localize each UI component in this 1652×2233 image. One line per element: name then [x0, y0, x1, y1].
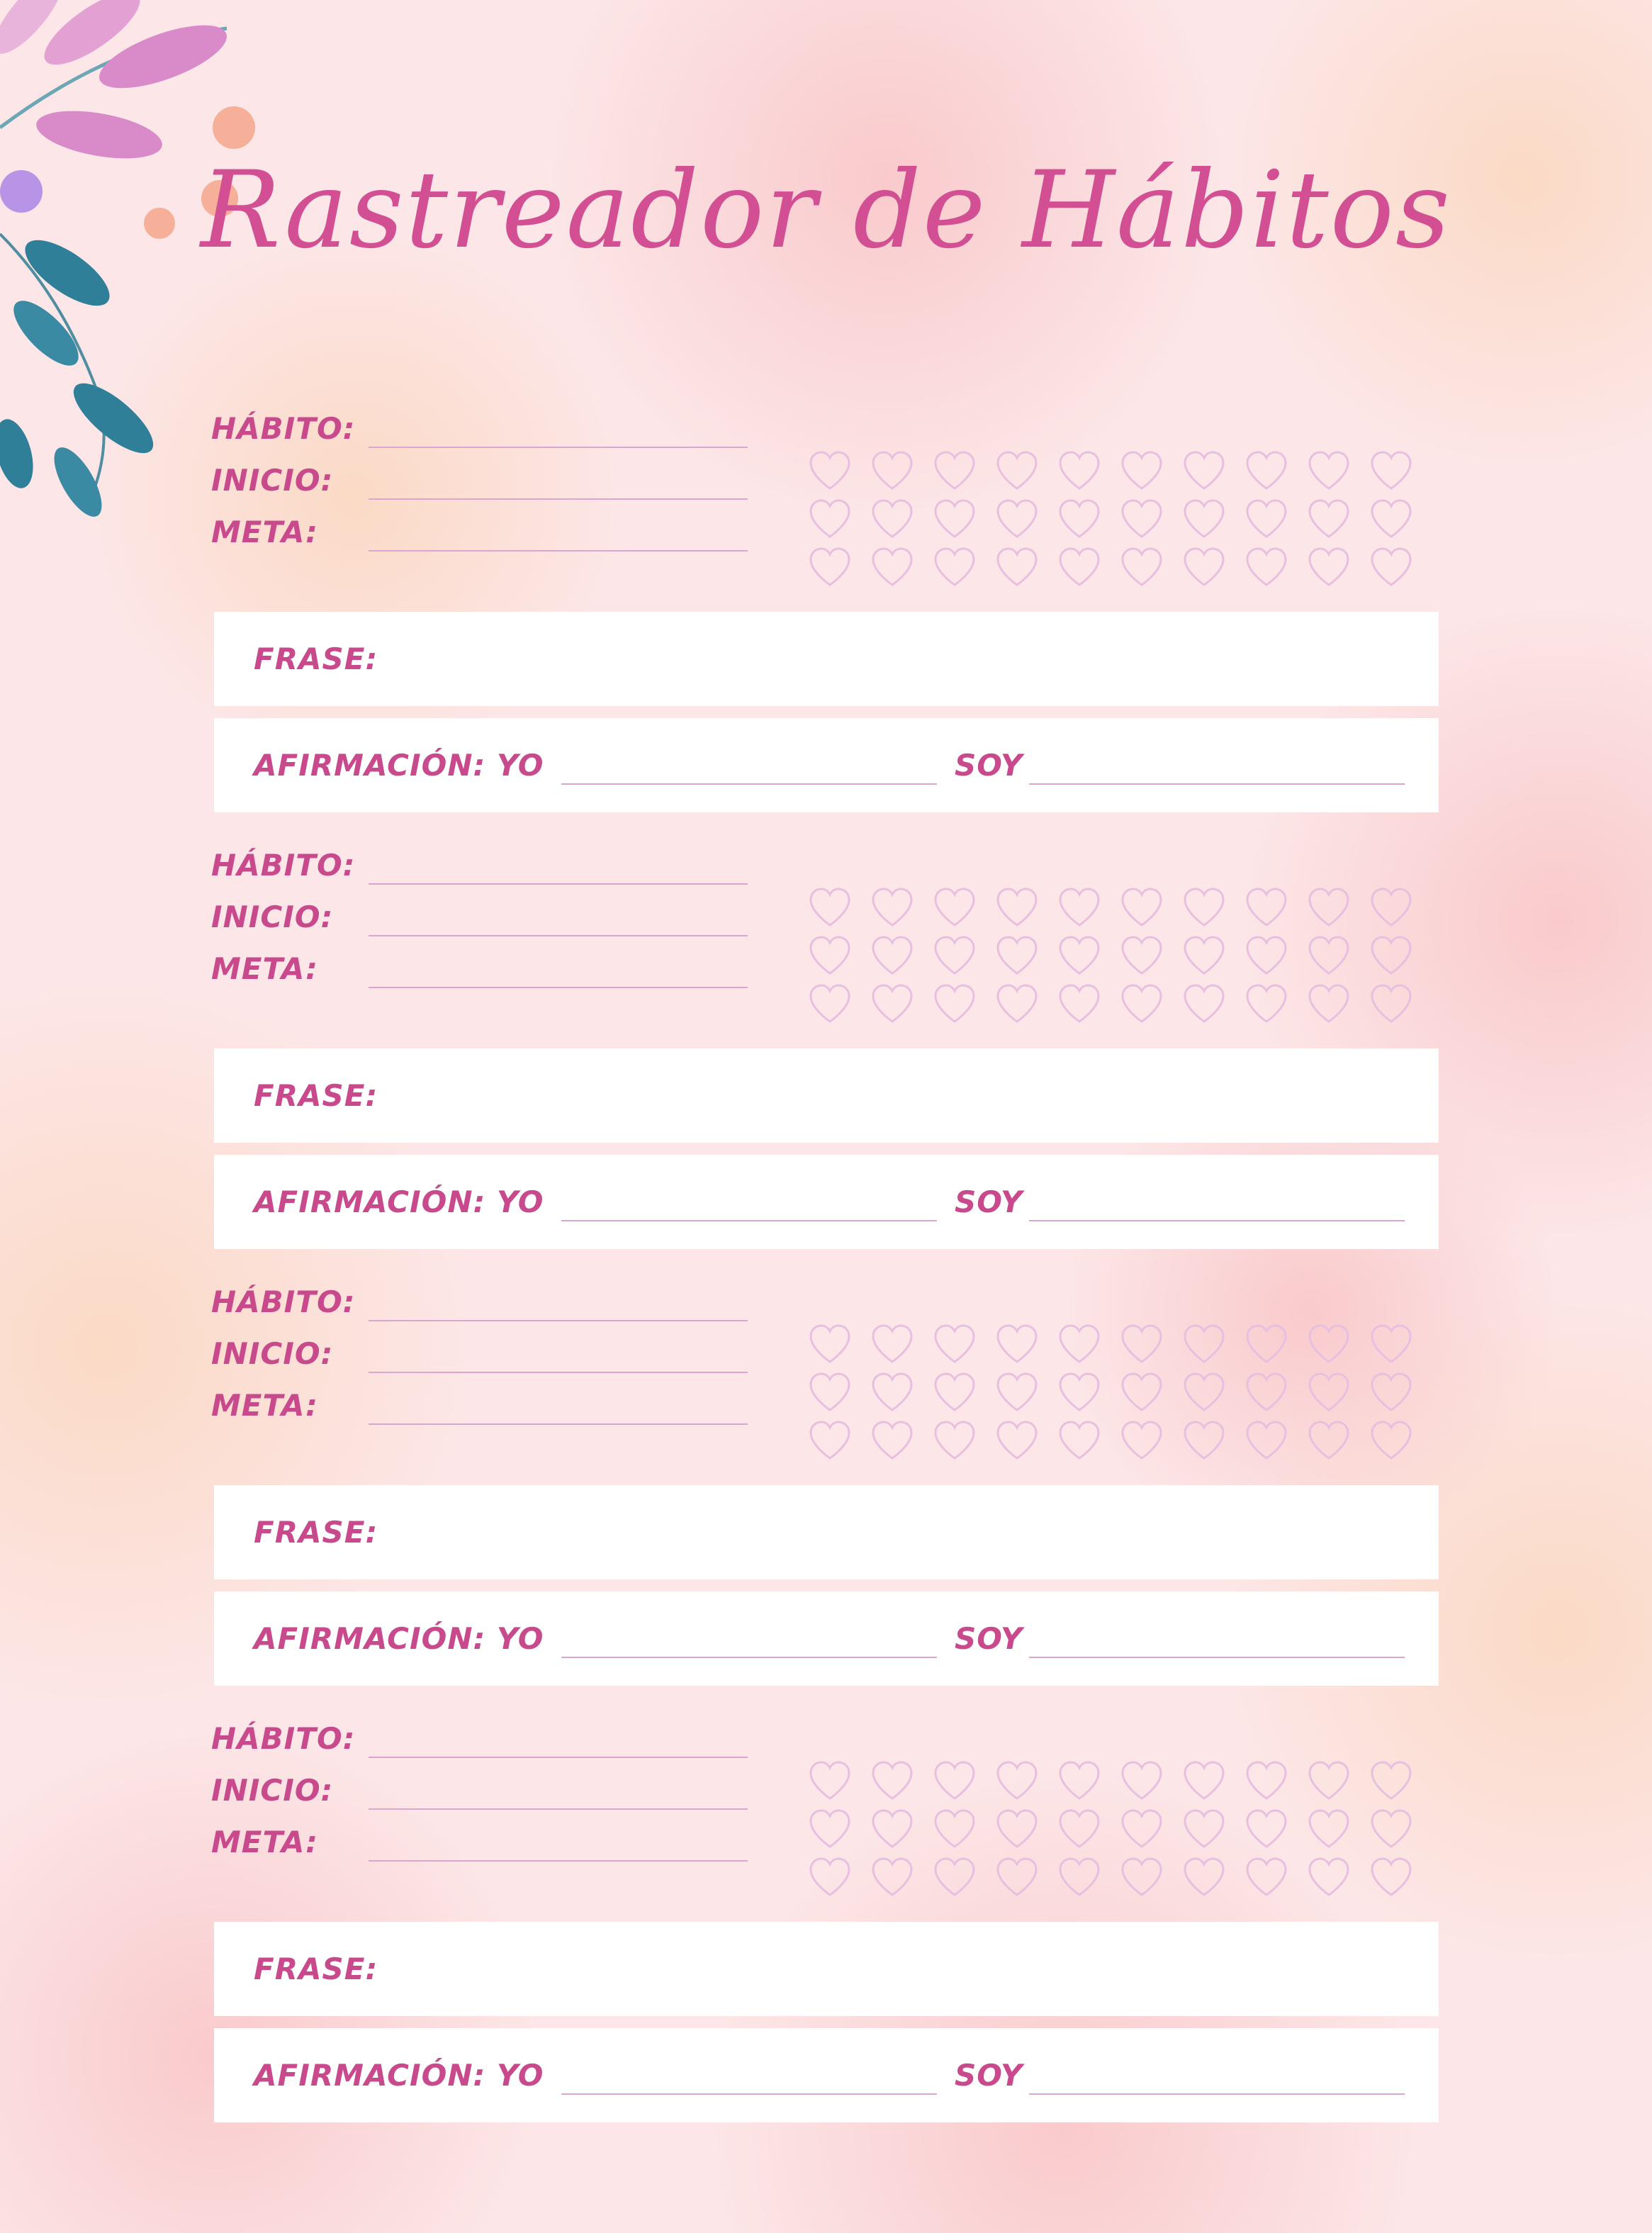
heart-outline-icon[interactable] [995, 1760, 1039, 1801]
heart-outline-icon[interactable] [808, 547, 852, 588]
heart-outline-icon[interactable] [1369, 1760, 1413, 1801]
heart-outline-icon[interactable] [870, 1372, 914, 1413]
heart-outline-icon[interactable] [1057, 887, 1101, 928]
heart-outline-icon[interactable] [1307, 1857, 1351, 1898]
habit-section [0, 848, 1652, 1287]
heart-outline-icon[interactable] [995, 1420, 1039, 1461]
heart-outline-icon[interactable] [1307, 1372, 1351, 1413]
heart-outline-icon[interactable] [995, 547, 1039, 588]
heart-outline-icon[interactable] [808, 1760, 852, 1801]
heart-outline-icon[interactable] [1057, 450, 1101, 491]
heart-outline-icon[interactable] [1369, 1808, 1413, 1849]
affirmation-yo-line[interactable] [561, 783, 937, 785]
affirmation-soy-line[interactable] [1029, 783, 1405, 785]
heart-outline-icon[interactable] [1307, 1808, 1351, 1849]
heart-outline-icon[interactable] [933, 547, 977, 588]
start-line[interactable] [369, 1372, 748, 1373]
heart-outline-icon[interactable] [1057, 1808, 1101, 1849]
phrase-box[interactable] [214, 1485, 1439, 1579]
heart-outline-icon[interactable] [933, 1857, 977, 1898]
heart-outline-icon[interactable] [1244, 498, 1288, 539]
heart-outline-icon[interactable] [995, 1857, 1039, 1898]
start-label: INICIO: [211, 900, 334, 934]
heart-outline-icon[interactable] [870, 498, 914, 539]
heart-outline-icon[interactable] [808, 935, 852, 976]
heart-outline-icon[interactable] [1307, 1323, 1351, 1365]
heart-outline-icon[interactable] [1120, 1420, 1164, 1461]
habit-section [0, 1285, 1652, 1724]
affirmation-yo-line[interactable] [561, 1657, 937, 1658]
heart-outline-icon[interactable] [870, 1760, 914, 1801]
page-title: Rastreador de Hábitos [201, 149, 1451, 272]
heart-outline-icon[interactable] [1182, 450, 1226, 491]
start-label: INICIO: [211, 1773, 334, 1808]
heart-outline-icon[interactable] [1057, 1372, 1101, 1413]
heart-outline-icon[interactable] [933, 887, 977, 928]
heart-outline-icon[interactable] [1120, 983, 1164, 1024]
heart-outline-icon[interactable] [1120, 887, 1164, 928]
goal-line[interactable] [369, 1860, 748, 1862]
heart-outline-icon[interactable] [870, 887, 914, 928]
affirmation-box [214, 718, 1439, 812]
heart-outline-icon[interactable] [870, 983, 914, 1024]
soy-label: SOY [955, 748, 1023, 783]
heart-outline-icon[interactable] [933, 450, 977, 491]
heart-outline-icon[interactable] [870, 1857, 914, 1898]
goal-label: META: [211, 1388, 318, 1423]
heart-outline-icon[interactable] [1369, 1420, 1413, 1461]
heart-outline-icon[interactable] [1369, 983, 1413, 1024]
heart-outline-icon[interactable] [1057, 1857, 1101, 1898]
heart-outline-icon[interactable] [1057, 1323, 1101, 1365]
soy-label: SOY [955, 1185, 1023, 1219]
heart-outline-icon[interactable] [933, 983, 977, 1024]
heart-outline-icon[interactable] [1182, 1323, 1226, 1365]
heart-outline-icon[interactable] [933, 498, 977, 539]
heart-outline-icon[interactable] [995, 498, 1039, 539]
affirmation-box [214, 1155, 1439, 1249]
affirmation-label: AFIRMACIÓN: YO [254, 1621, 544, 1656]
phrase-label: FRASE: [254, 1952, 378, 1986]
heart-outline-icon[interactable] [1369, 1372, 1413, 1413]
heart-outline-icon[interactable] [1244, 935, 1288, 976]
heart-outline-icon[interactable] [1369, 547, 1413, 588]
heart-outline-icon[interactable] [1057, 1760, 1101, 1801]
heart-outline-icon[interactable] [808, 887, 852, 928]
start-line[interactable] [369, 1808, 748, 1810]
start-line[interactable] [369, 498, 748, 500]
heart-outline-icon[interactable] [1307, 935, 1351, 976]
heart-outline-icon[interactable] [1244, 450, 1288, 491]
heart-outline-icon[interactable] [933, 1323, 977, 1365]
heart-outline-icon[interactable] [870, 1323, 914, 1365]
heart-outline-icon[interactable] [1182, 547, 1226, 588]
heart-outline-icon[interactable] [1307, 1420, 1351, 1461]
heart-outline-icon[interactable] [1369, 1857, 1413, 1898]
affirmation-soy-line[interactable] [1029, 2093, 1405, 2095]
habit-label: HÁBITO: [211, 1721, 356, 1756]
habit-section [0, 1721, 1652, 2161]
heart-outline-icon[interactable] [1120, 498, 1164, 539]
heart-outline-icon[interactable] [1244, 887, 1288, 928]
heart-outline-icon[interactable] [933, 1372, 977, 1413]
start-line[interactable] [369, 935, 748, 936]
heart-outline-icon[interactable] [808, 1323, 852, 1365]
heart-outline-icon[interactable] [808, 498, 852, 539]
heart-outline-icon[interactable] [1244, 983, 1288, 1024]
affirmation-box [214, 1591, 1439, 1686]
heart-outline-icon[interactable] [1120, 1323, 1164, 1365]
heart-outline-icon[interactable] [808, 1372, 852, 1413]
heart-outline-icon[interactable] [995, 450, 1039, 491]
phrase-label: FRASE: [254, 1078, 378, 1113]
soy-label: SOY [955, 1621, 1023, 1656]
goal-label: META: [211, 1825, 318, 1859]
habit-section [0, 411, 1652, 851]
heart-outline-icon[interactable] [1182, 1372, 1226, 1413]
heart-outline-icon[interactable] [808, 450, 852, 491]
phrase-box[interactable] [214, 1922, 1439, 2016]
start-label: INICIO: [211, 1336, 334, 1371]
heart-outline-icon[interactable] [870, 1420, 914, 1461]
heart-outline-icon[interactable] [1369, 887, 1413, 928]
heart-outline-icon[interactable] [1120, 547, 1164, 588]
heart-outline-icon[interactable] [1120, 1857, 1164, 1898]
heart-outline-icon[interactable] [933, 935, 977, 976]
start-label: INICIO: [211, 463, 334, 498]
heart-outline-icon[interactable] [1057, 935, 1101, 976]
heart-outline-icon[interactable] [1182, 1760, 1226, 1801]
heart-outline-icon[interactable] [1182, 935, 1226, 976]
heart-outline-icon[interactable] [1307, 450, 1351, 491]
heart-outline-icon[interactable] [1057, 1420, 1101, 1461]
heart-outline-icon[interactable] [1307, 983, 1351, 1024]
heart-outline-icon[interactable] [1120, 1372, 1164, 1413]
heart-outline-icon[interactable] [1369, 498, 1413, 539]
habit-line[interactable] [369, 447, 748, 448]
heart-outline-icon[interactable] [1182, 983, 1226, 1024]
heart-outline-icon[interactable] [1182, 1420, 1226, 1461]
affirmation-soy-line[interactable] [1029, 1220, 1405, 1221]
heart-outline-icon[interactable] [995, 935, 1039, 976]
heart-outline-icon[interactable] [808, 1857, 852, 1898]
heart-outline-icon[interactable] [1182, 498, 1226, 539]
heart-outline-icon[interactable] [1244, 547, 1288, 588]
heart-outline-icon[interactable] [1369, 1323, 1413, 1365]
habit-label: HÁBITO: [211, 848, 356, 883]
heart-outline-icon[interactable] [1057, 498, 1101, 539]
heart-outline-icon[interactable] [870, 1808, 914, 1849]
goal-line[interactable] [369, 987, 748, 988]
heart-outline-icon[interactable] [1057, 547, 1101, 588]
heart-outline-icon[interactable] [870, 547, 914, 588]
heart-outline-icon[interactable] [1182, 887, 1226, 928]
goal-label: META: [211, 515, 318, 549]
heart-outline-icon[interactable] [1244, 1857, 1288, 1898]
affirmation-yo-line[interactable] [561, 2093, 937, 2095]
heart-outline-icon[interactable] [870, 935, 914, 976]
heart-outline-icon[interactable] [1244, 1808, 1288, 1849]
heart-outline-icon[interactable] [933, 1808, 977, 1849]
heart-outline-icon[interactable] [808, 983, 852, 1024]
heart-outline-icon[interactable] [870, 450, 914, 491]
heart-outline-icon[interactable] [933, 1420, 977, 1461]
habit-line[interactable] [369, 1320, 748, 1321]
heart-outline-icon[interactable] [1244, 1760, 1288, 1801]
affirmation-yo-line[interactable] [561, 1220, 937, 1221]
heart-outline-icon[interactable] [1057, 983, 1101, 1024]
heart-outline-icon[interactable] [1369, 935, 1413, 976]
heart-outline-icon[interactable] [1307, 1760, 1351, 1801]
habit-line[interactable] [369, 1757, 748, 1758]
heart-outline-icon[interactable] [1244, 1372, 1288, 1413]
affirmation-soy-line[interactable] [1029, 1657, 1405, 1658]
phrase-label: FRASE: [254, 642, 378, 676]
heart-outline-icon[interactable] [1182, 1857, 1226, 1898]
soy-label: SOY [955, 2058, 1023, 2093]
habit-label: HÁBITO: [211, 1285, 356, 1319]
heart-outline-icon[interactable] [995, 887, 1039, 928]
phrase-box[interactable] [214, 612, 1439, 706]
heart-outline-icon[interactable] [808, 1420, 852, 1461]
affirmation-label: AFIRMACIÓN: YO [254, 748, 544, 783]
heart-outline-icon[interactable] [1307, 498, 1351, 539]
habit-label: HÁBITO: [211, 411, 356, 446]
phrase-box[interactable] [214, 1048, 1439, 1143]
heart-outline-icon[interactable] [933, 1760, 977, 1801]
heart-outline-icon[interactable] [995, 1372, 1039, 1413]
heart-outline-icon[interactable] [1244, 1323, 1288, 1365]
heart-outline-icon[interactable] [1244, 1420, 1288, 1461]
habit-line[interactable] [369, 883, 748, 885]
affirmation-box [214, 2028, 1439, 2122]
heart-outline-icon[interactable] [995, 1808, 1039, 1849]
affirmation-label: AFIRMACIÓN: YO [254, 1185, 544, 1219]
heart-outline-icon[interactable] [1182, 1808, 1226, 1849]
goal-line[interactable] [369, 550, 748, 552]
phrase-label: FRASE: [254, 1515, 378, 1550]
heart-outline-icon[interactable] [808, 1808, 852, 1849]
goal-line[interactable] [369, 1423, 748, 1425]
heart-outline-icon[interactable] [1120, 1760, 1164, 1801]
heart-outline-icon[interactable] [995, 1323, 1039, 1365]
heart-outline-icon[interactable] [1120, 450, 1164, 491]
affirmation-label: AFIRMACIÓN: YO [254, 2058, 544, 2093]
goal-label: META: [211, 951, 318, 986]
heart-outline-icon[interactable] [1307, 887, 1351, 928]
heart-outline-icon[interactable] [995, 983, 1039, 1024]
heart-outline-icon[interactable] [1120, 1808, 1164, 1849]
heart-outline-icon[interactable] [1307, 547, 1351, 588]
heart-outline-icon[interactable] [1369, 450, 1413, 491]
heart-outline-icon[interactable] [1120, 935, 1164, 976]
